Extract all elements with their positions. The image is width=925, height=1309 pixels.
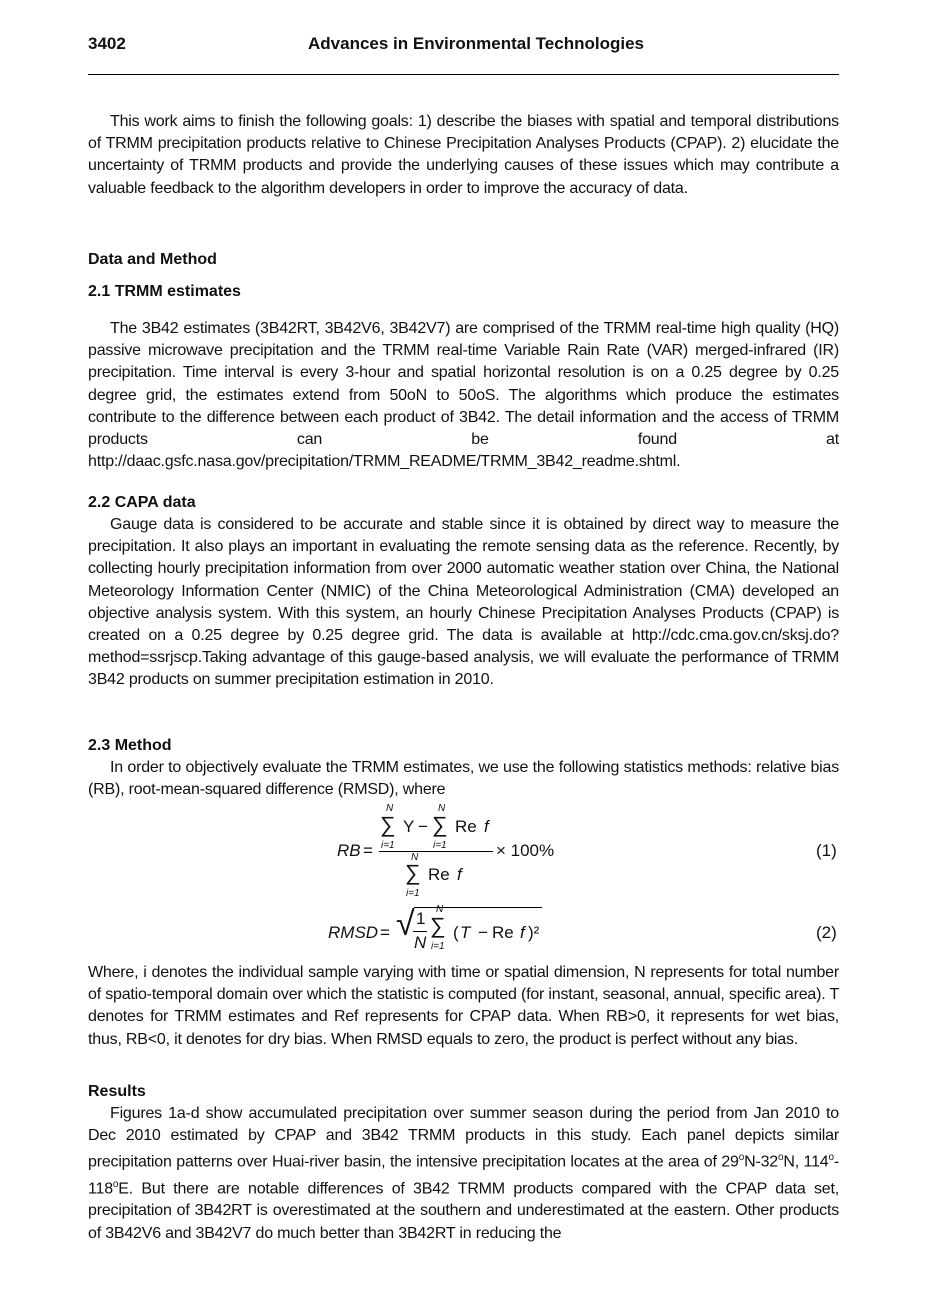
degree: o [778, 1152, 784, 1164]
paren: ( [453, 923, 459, 942]
text: -118 [88, 1153, 839, 1198]
section-heading: Results [88, 1083, 146, 1100]
sqrt-symbol: √ [396, 905, 415, 943]
degree: o [738, 1152, 745, 1164]
text: E. But there are notable differences of 3B42 TRMM products compared with the CPAP data set, precipitation of 3B42RT is overestimated at the southern and underestimated at the eastern. Other products of 3B42V6 and 3B42V7 do much better than 3B42RT in reducing the [88, 1180, 839, 1242]
sum-upper: N [438, 803, 446, 814]
sum-lower: i=1 [406, 888, 420, 899]
subsection-heading: 2.3 Method [88, 737, 172, 754]
eq-minus: − [478, 923, 488, 942]
eq-f: f [520, 923, 525, 942]
sum-lower: i=1 [431, 941, 445, 952]
eq-minus: − [418, 817, 428, 836]
degree: o [828, 1152, 834, 1164]
eq-lhs: RMSD [328, 923, 379, 942]
eq-f: f [457, 865, 462, 884]
paragraph: Gauge data is considered to be accurate and stable since it is obtained by direct way to measure the precipitation. It also plays an important in evaluating the remote sensing data as the reference. Recently, by collecting hourly precipitation information from over 2000 automatic weather station over China, the National Meteorology Information Center (NMIC) of the China Meteorological Administration (CMA) developed an objective analysis system. With this system, an hourly Chinese Precipitation Analyses Products (CPAP) is created on a 0.25 degree by 0.25 degree grid. The data is available at http://cdc.cma.gov.cn/sksj.do?method=ssrjscp.Taking advantage of this gauge-based analysis, we will evaluate the performance of TRMM 3B42 products on summer precipitation estimation in 2010. [88, 516, 839, 689]
eq-ref: Re [428, 865, 450, 884]
text: Figures 1a-d show accumulated precipitation over summer season during the period from Jan 2010 to Dec 2010 estimated by CPAP and 3B42 TRMM products in this study. Each panel depicts similar precipitation patterns over Huai-river basin, the intensive precipitation locates at the area of 29 [88, 1105, 839, 1171]
paragraph: Where, i denotes the individual sample varying with time or spatial dimension, N represents for total number of spatio-temporal domain over which the statistic is computed (for instant, seasonal, annual, specific area). T denotes for TRMM estimates and Ref represents for CPAP data. When RB>0, it represents for wet bias, thus, RB<0, it denotes for dry bias. When RMSD equals to zero, the product is perfect without any bias. [88, 964, 840, 1048]
eq-n: N [414, 933, 427, 952]
equation-number: (1) [816, 841, 837, 860]
sum-symbol: ∑ [380, 812, 396, 837]
eq-equals: = [363, 841, 373, 860]
eq-equals: = [380, 923, 390, 942]
eq-lhs: RB [337, 841, 361, 860]
sum-upper: N [436, 904, 444, 915]
paragraph: The 3B42 estimates (3B42RT, 3B42V6, 3B42V7) are comprised of the TRMM real-time high quality (HQ) passive microwave precipitation and the TRMM real-time Variable Rain Rate (VAR) merged-infrared (IR) precipitation. Time interval is every 3-hour and spatial horizontal resolution is on a 0.25 degree by 0.25 degree grid, the estimates extend from 50oN to 50oS. The algorithms which produce the estimates contribute to the difference between each product of 3B42. The detail information and the access of TRMM products can be found at http://daac.gsfc.nasa.gov/precipitation/TRMM_README/TRMM_3B42_readme.shtml. [88, 320, 839, 471]
eq-ref: Re [455, 817, 477, 836]
degree: o [112, 1178, 119, 1190]
paren: )² [528, 923, 540, 942]
sum-symbol: ∑ [405, 860, 421, 885]
fraction-bar [379, 851, 493, 852]
eq-ref: Re [492, 923, 514, 942]
sum-symbol: ∑ [432, 812, 448, 837]
sum-upper: N [411, 852, 419, 863]
subsection-heading: 2.2 CAPA data [88, 494, 196, 511]
sum-lower: i=1 [433, 840, 447, 851]
sqrt-bar [414, 907, 542, 908]
fraction-bar [413, 931, 427, 932]
subsection-heading: 2.1 TRMM estimates [88, 283, 241, 300]
sum-lower: i=1 [381, 840, 395, 851]
header-rule [88, 74, 839, 75]
journal-title: Advances in Environmental Technologies [308, 34, 644, 53]
page-number: 3402 [88, 34, 126, 53]
section-heading: Data and Method [88, 251, 217, 268]
eq-one: 1 [416, 909, 426, 928]
results-paragraph [88, 1103, 839, 1245]
eq-f: f [484, 817, 489, 836]
eq-y: Y [403, 817, 415, 836]
eq-t: T [460, 923, 471, 942]
sum-symbol: ∑ [430, 913, 446, 938]
equation-number: (2) [816, 923, 837, 942]
sum-upper: N [386, 803, 394, 814]
text: N, 114 [783, 1153, 829, 1171]
intro-paragraph: This work aims to finish the following goals: 1) describe the biases with spatial and temporal distributions of TRMM precipitation products relative to Chinese Precipitation Analyses Products (CPAP). 2) elucidate the uncertainty of TRMM products and provide the underlying causes of these issues which may contribute a valuable feedback to the algorithm developers in order to improve the accuracy of data. [88, 113, 839, 197]
eq-percent: × 100% [496, 841, 555, 860]
text: N-32 [744, 1153, 778, 1171]
paragraph: In order to objectively evaluate the TRMM estimates, we use the following statistics methods: relative bias (RB), root-mean-squared difference (RMSD), where [88, 759, 839, 799]
